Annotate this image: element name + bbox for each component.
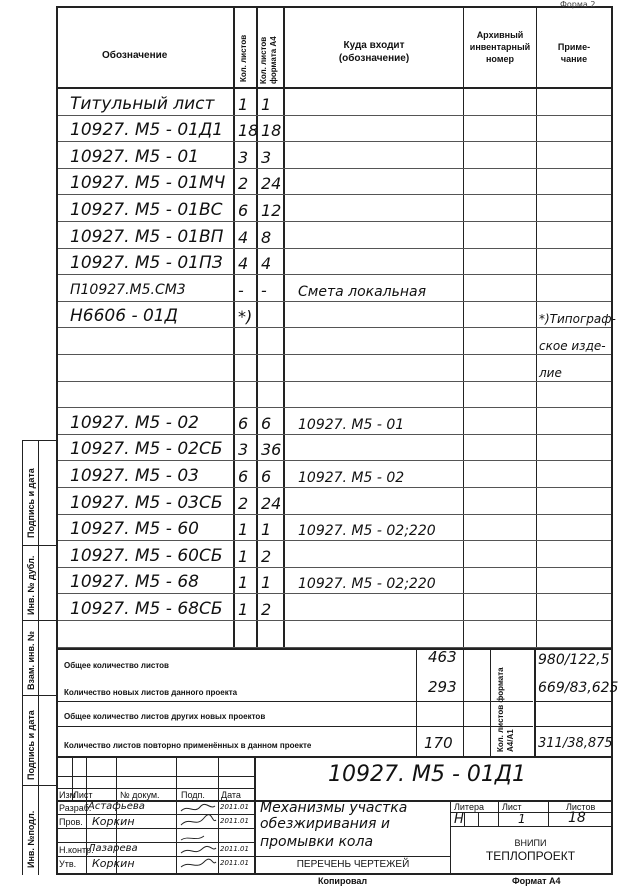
footer-copied: Копировал: [318, 876, 368, 886]
cell-sheets: 1: [238, 520, 249, 540]
stamp-h0: [58, 776, 256, 777]
cell-sheets-a4: 36: [261, 440, 282, 460]
cell-sheets: 1: [238, 94, 249, 114]
utv-label: Утв.: [59, 859, 77, 869]
cell-designation: П10927.М5.СМ3: [70, 281, 186, 298]
cell-sheets: 1: [238, 573, 249, 593]
reused-label: Количество листов повторно применённых в данном проекте: [64, 741, 312, 750]
stamp-h-doc: № докум.: [120, 790, 160, 800]
cell-designation: 10927. М5 - 01Д1: [70, 120, 224, 141]
stamp-code: 10927. М5 - 01Д1: [328, 762, 527, 787]
side-label-podpis-2: Подпись и дата: [26, 710, 36, 780]
cell-included-in: 10927. М5 - 01: [298, 416, 405, 433]
cell-designation: 10927. М5 - 60: [70, 519, 199, 540]
cell-sheets: 2: [238, 493, 249, 513]
cell-sheets-a4: 1: [261, 573, 272, 593]
totals-h2: [58, 726, 533, 727]
table-row: [58, 355, 611, 382]
cell-sheets: 18: [238, 121, 259, 141]
stamp-title-3: промывки кола: [260, 834, 374, 850]
table-row: [58, 594, 611, 621]
total-value: 463: [428, 648, 457, 666]
table-row: [58, 461, 611, 488]
sheet-value: 1: [518, 812, 526, 826]
table-row: [58, 116, 611, 143]
form-label: Форма 2: [560, 0, 596, 9]
cell-sheets-a4: 1: [261, 520, 272, 540]
cell-sheets-a4: -: [261, 280, 267, 300]
cell-sheets-a4: 24: [261, 493, 282, 513]
stamp-title-2: обезжиривания и: [260, 816, 391, 832]
table-row: [58, 169, 611, 196]
reused-a4: 311/38,875: [538, 736, 613, 751]
table-row: [58, 382, 611, 409]
cell-note: *)Типограф-: [539, 312, 616, 327]
table-row: [58, 488, 611, 515]
totals-v3: [490, 648, 491, 758]
header-note-2: чание: [560, 54, 588, 64]
prov-label: Пров.: [59, 817, 83, 827]
prov-date: 2011.01: [220, 817, 249, 825]
cell-designation: 10927. М5 - 01: [70, 146, 199, 167]
stamp-h1: [58, 788, 256, 789]
table-row: [58, 195, 611, 222]
frame-bottom: [56, 873, 613, 875]
totals-a4-header: Кол. листов формата А4/А1: [496, 667, 515, 752]
totals-top: [58, 648, 611, 650]
cell-designation: 10927. М5 - 01МЧ: [70, 173, 226, 194]
side-label-inv-podl: Инв. №подл.: [26, 810, 36, 868]
stamp-h7: [450, 812, 611, 813]
cell-sheets: -: [238, 280, 244, 300]
stamp-h8: [450, 826, 611, 827]
cell-sheets-a4: 2: [261, 599, 272, 619]
cell-sheets-a4: 18: [261, 121, 282, 141]
totals-h1: [58, 701, 533, 702]
cell-sheets: 6: [238, 466, 249, 486]
side-label-inv-dubl: Инв. № дубл.: [26, 555, 36, 615]
header-note-1: Приме-: [557, 42, 591, 52]
stamp-h-date: Дата: [221, 790, 241, 800]
cell-designation: 10927. М5 - 01ПЗ: [70, 253, 223, 274]
side-label-podpis-1: Подпись и дата: [26, 468, 36, 538]
side-panel-h2: [22, 545, 58, 546]
stamp-h3: [58, 814, 256, 815]
side-panel-mid-line: [38, 440, 39, 875]
cell-designation: 10927. М5 - 02СБ: [70, 439, 223, 460]
cell-sheets: 3: [238, 440, 249, 460]
cell-sheets-a4: 1: [261, 94, 272, 114]
cell-designation: 10927. М5 - 60СБ: [70, 545, 223, 566]
side-panel-h4: [22, 695, 58, 696]
cell-included-in: 10927. М5 - 02: [298, 469, 405, 486]
stamp-h4: [58, 828, 256, 829]
stamp-v8: [548, 801, 549, 827]
cell-designation: 10927. М5 - 68: [70, 572, 199, 593]
cell-designation: 10927. М5 - 68СБ: [70, 598, 223, 619]
stamp-v2: [86, 758, 87, 873]
cell-sheets: 1: [238, 599, 249, 619]
nkontr-date: 2011.01: [220, 845, 249, 853]
header-included-in-2: (обозначение): [338, 53, 410, 64]
cell-sheets-a4: 8: [261, 227, 272, 247]
nkontr-label: Н.контр.: [59, 845, 94, 855]
stamp-title-1: Механизмы участка: [260, 800, 408, 816]
totals-v4: [534, 648, 536, 758]
table-row: [58, 328, 611, 355]
razrab-name: Астафьева: [88, 801, 145, 812]
drawings-table: [58, 8, 616, 648]
org-line-2: ТЕПЛОПРОЕКТ: [485, 849, 576, 863]
totals-v2: [463, 648, 464, 758]
table-row: [58, 621, 611, 648]
table-row: [58, 515, 611, 542]
stamp-v7: [498, 801, 499, 827]
cell-sheets: 3: [238, 147, 249, 167]
stamp-h-izm: Изм: [59, 790, 76, 800]
new-value: 293: [428, 678, 457, 696]
utv-date: 2011.01: [220, 859, 249, 867]
cell-designation: 10927. М5 - 03: [70, 465, 199, 486]
stamp-v4: [176, 758, 177, 873]
litera-label: Литера: [454, 802, 484, 812]
stamp-h-list: Лист: [73, 790, 93, 800]
side-panel-h1: [22, 440, 58, 441]
totals-h2b: [536, 726, 611, 727]
table-row: [58, 89, 611, 116]
cell-sheets: 1: [238, 546, 249, 566]
table-row: [58, 302, 616, 329]
stamp-v9: [464, 812, 465, 826]
table-row: [58, 435, 611, 462]
header-archive-2: инвентарный: [469, 42, 531, 52]
sheet-label: Лист: [502, 802, 522, 812]
cell-sheets: 6: [238, 200, 249, 220]
table-row: [58, 568, 611, 595]
table-row: [58, 249, 611, 276]
utv-name: Коркин: [92, 857, 135, 870]
nkontr-name: Лазарева: [88, 843, 138, 854]
header-archive-3: номер: [486, 54, 514, 64]
title-block: [58, 758, 611, 873]
footer-format: Формат А4: [512, 876, 561, 886]
cell-designation: 10927. М5 - 01ВП: [70, 226, 224, 247]
cell-sheets-a4: 6: [261, 413, 272, 433]
litera-value: Н: [454, 812, 464, 827]
side-label-vzam-inv: Взам. инв. №: [26, 630, 36, 690]
razrab-label: Разраб.: [59, 803, 92, 813]
table-row: [58, 142, 611, 169]
cell-sheets: *): [238, 307, 253, 327]
total-a4: 980/122,5: [538, 652, 610, 668]
stamp-h-sign: Подп.: [181, 790, 205, 800]
cell-designation: 10927. М5 - 03СБ: [70, 492, 223, 513]
stamp-h6: [58, 856, 256, 857]
cell-sheets-a4: 12: [261, 200, 282, 220]
prov-name: Коркин: [92, 815, 135, 828]
side-panel-h3: [22, 620, 58, 621]
sheets-value: 18: [568, 810, 586, 826]
sheets-label: Листов: [566, 802, 596, 812]
cell-sheets: 6: [238, 413, 249, 433]
cell-sheets-a4: 4: [261, 254, 272, 274]
cell-sheets-a4: 2: [261, 546, 272, 566]
cell-sheets: 2: [238, 174, 249, 194]
totals-v1: [416, 648, 417, 758]
new-a4: 669/83,625: [538, 680, 619, 696]
header-archive-1: Архивный: [476, 30, 524, 40]
stamp-doc-type: ПЕРЕЧЕНЬ ЧЕРТЕЖЕЙ: [296, 859, 410, 870]
cell-sheets: 4: [238, 254, 249, 274]
stamp-v10: [478, 812, 479, 826]
cell-note: лие: [539, 365, 562, 380]
totals-block: [58, 648, 619, 758]
reused-value: 170: [424, 734, 453, 752]
stamp-h9: [256, 856, 450, 857]
cell-sheets-a4: 24: [261, 174, 282, 194]
header-sheets-count: Кол. листов: [239, 34, 248, 82]
table-row: [58, 408, 611, 435]
cell-designation: Н6606 - 01Д: [70, 306, 178, 327]
side-panel-left-line: [22, 440, 23, 875]
cell-designation: 10927. М5 - 02: [70, 412, 199, 433]
side-panel-h5: [22, 785, 58, 786]
cell-included-in: 10927. М5 - 02;220: [298, 523, 436, 540]
cell-sheets-a4: 3: [261, 147, 272, 167]
table-row: [58, 222, 611, 249]
header-included-in-1: Куда входит: [343, 40, 405, 51]
signatures-image: [178, 802, 218, 872]
cell-sheets-a4: 6: [261, 466, 272, 486]
total-label: Общее количество листов: [64, 661, 169, 670]
cell-included-in: Смета локальная: [298, 283, 427, 300]
header-designation: Обозначение: [102, 50, 168, 61]
new-label: Количество новых листов данного проекта: [64, 688, 238, 697]
org-line-1: ВНИПИ: [514, 838, 547, 848]
cell-designation: Титульный лист: [70, 93, 215, 114]
totals-h1b: [536, 701, 611, 702]
razrab-date: 2011.01: [220, 803, 249, 811]
cell-sheets: 4: [238, 227, 249, 247]
table-row: [58, 541, 611, 568]
table-row: [58, 275, 611, 302]
cell-note: ское изде-: [539, 338, 606, 353]
header-sheets-a4: Кол. листов формата А4: [259, 36, 278, 84]
stamp-v5: [218, 758, 219, 873]
other-label: Общее количество листов других новых проектов: [64, 712, 266, 721]
cell-designation: 10927. М5 - 01ВС: [70, 199, 223, 220]
cell-included-in: 10927. М5 - 02;220: [298, 576, 436, 593]
